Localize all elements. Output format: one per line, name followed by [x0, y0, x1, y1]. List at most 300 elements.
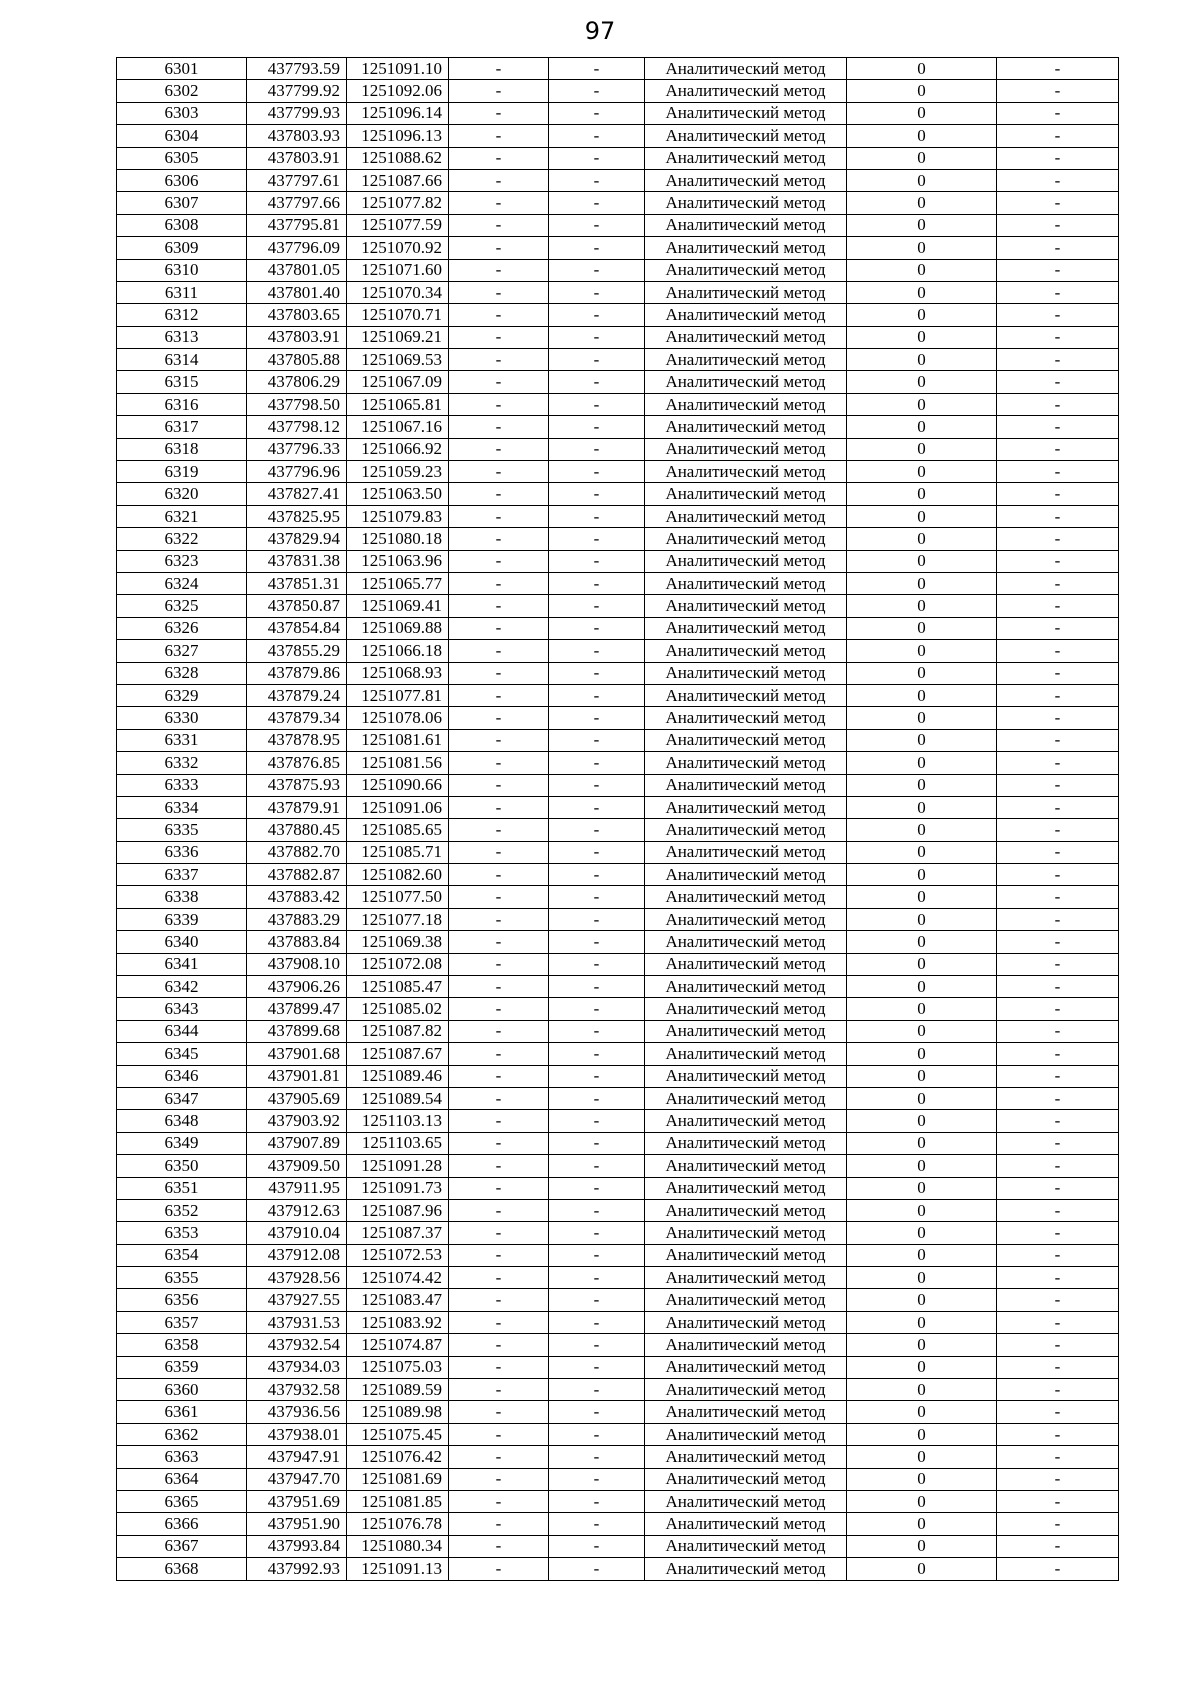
table-row [117, 1401, 1119, 1423]
point-number-cell: 6330 [117, 707, 247, 729]
y-coordinate-cell: 1251081.69 [347, 1468, 449, 1490]
method-cell: Аналитический метод [645, 169, 847, 191]
dash-cell: - [549, 998, 645, 1020]
y-coordinate-cell: 1251071.60 [347, 259, 449, 281]
method-cell: Аналитический метод [645, 147, 847, 169]
error-value-cell: 0 [847, 752, 997, 774]
table-body [117, 58, 1119, 1581]
point-number-cell: 6307 [117, 192, 247, 214]
method-cell: Аналитический метод [645, 886, 847, 908]
y-coordinate-cell: 1251087.37 [347, 1222, 449, 1244]
method-cell: Аналитический метод [645, 1020, 847, 1042]
dash-cell: - [449, 1513, 549, 1535]
y-coordinate-cell: 1251066.18 [347, 640, 449, 662]
point-number-cell: 6331 [117, 729, 247, 751]
dash-cell: - [449, 617, 549, 639]
table-row [117, 1020, 1119, 1042]
y-coordinate-cell: 1251070.92 [347, 237, 449, 259]
dash-cell: - [449, 1401, 549, 1423]
method-cell: Аналитический метод [645, 1513, 847, 1535]
y-coordinate-cell: 1251087.82 [347, 1020, 449, 1042]
x-coordinate-cell: 437947.70 [247, 1468, 347, 1490]
dash-cell: - [997, 953, 1119, 975]
dash-cell: - [449, 1132, 549, 1154]
dash-cell: - [997, 752, 1119, 774]
x-coordinate-cell: 437797.66 [247, 192, 347, 214]
error-value-cell: 0 [847, 908, 997, 930]
x-coordinate-cell: 437829.94 [247, 528, 347, 550]
dash-cell: - [549, 237, 645, 259]
point-number-cell: 6338 [117, 886, 247, 908]
dash-cell: - [449, 505, 549, 527]
y-coordinate-cell: 1251063.96 [347, 550, 449, 572]
dash-cell: - [449, 841, 549, 863]
x-coordinate-cell: 437879.86 [247, 662, 347, 684]
dash-cell: - [449, 1423, 549, 1445]
x-coordinate-cell: 437907.89 [247, 1132, 347, 1154]
dash-cell: - [449, 1020, 549, 1042]
x-coordinate-cell: 437882.87 [247, 864, 347, 886]
dash-cell: - [449, 707, 549, 729]
dash-cell: - [997, 886, 1119, 908]
dash-cell: - [549, 1468, 645, 1490]
error-value-cell: 0 [847, 461, 997, 483]
x-coordinate-cell: 437878.95 [247, 729, 347, 751]
dash-cell: - [997, 1401, 1119, 1423]
x-coordinate-cell: 437927.55 [247, 1289, 347, 1311]
method-cell: Аналитический метод [645, 1132, 847, 1154]
dash-cell: - [549, 572, 645, 594]
x-coordinate-cell: 437934.03 [247, 1356, 347, 1378]
dash-cell: - [997, 819, 1119, 841]
point-number-cell: 6309 [117, 237, 247, 259]
y-coordinate-cell: 1251096.13 [347, 125, 449, 147]
table-row [117, 1468, 1119, 1490]
table-row [117, 1199, 1119, 1221]
y-coordinate-cell: 1251089.98 [347, 1401, 449, 1423]
error-value-cell: 0 [847, 998, 997, 1020]
dash-cell: - [549, 774, 645, 796]
x-coordinate-cell: 437799.93 [247, 102, 347, 124]
error-value-cell: 0 [847, 707, 997, 729]
table-row [117, 595, 1119, 617]
dash-cell: - [997, 1199, 1119, 1221]
error-value-cell: 0 [847, 886, 997, 908]
dash-cell: - [549, 1267, 645, 1289]
dash-cell: - [549, 461, 645, 483]
dash-cell: - [997, 1468, 1119, 1490]
method-cell: Аналитический метод [645, 528, 847, 550]
x-coordinate-cell: 437806.29 [247, 371, 347, 393]
dash-cell: - [997, 80, 1119, 102]
error-value-cell: 0 [847, 1155, 997, 1177]
method-cell: Аналитический метод [645, 1356, 847, 1378]
y-coordinate-cell: 1251082.60 [347, 864, 449, 886]
table-row [117, 528, 1119, 550]
dash-cell: - [549, 80, 645, 102]
y-coordinate-cell: 1251076.78 [347, 1513, 449, 1535]
dash-cell: - [549, 259, 645, 281]
method-cell: Аналитический метод [645, 1043, 847, 1065]
point-number-cell: 6327 [117, 640, 247, 662]
point-number-cell: 6302 [117, 80, 247, 102]
dash-cell: - [549, 1020, 645, 1042]
table-row [117, 371, 1119, 393]
dash-cell: - [997, 1087, 1119, 1109]
dash-cell: - [997, 908, 1119, 930]
method-cell: Аналитический метод [645, 1155, 847, 1177]
method-cell: Аналитический метод [645, 1379, 847, 1401]
dash-cell: - [449, 169, 549, 191]
point-number-cell: 6341 [117, 953, 247, 975]
table-row [117, 1289, 1119, 1311]
dash-cell: - [997, 1334, 1119, 1356]
table-row [117, 281, 1119, 303]
dash-cell: - [449, 886, 549, 908]
y-coordinate-cell: 1251067.16 [347, 416, 449, 438]
method-cell: Аналитический метод [645, 864, 847, 886]
dash-cell: - [449, 58, 549, 80]
point-number-cell: 6329 [117, 684, 247, 706]
x-coordinate-cell: 437831.38 [247, 550, 347, 572]
point-number-cell: 6306 [117, 169, 247, 191]
error-value-cell: 0 [847, 416, 997, 438]
method-cell: Аналитический метод [645, 192, 847, 214]
method-cell: Аналитический метод [645, 326, 847, 348]
y-coordinate-cell: 1251070.71 [347, 304, 449, 326]
method-cell: Аналитический метод [645, 259, 847, 281]
y-coordinate-cell: 1251068.93 [347, 662, 449, 684]
dash-cell: - [449, 998, 549, 1020]
dash-cell: - [549, 1199, 645, 1221]
point-number-cell: 6362 [117, 1423, 247, 1445]
y-coordinate-cell: 1251067.09 [347, 371, 449, 393]
dash-cell: - [997, 259, 1119, 281]
dash-cell: - [997, 796, 1119, 818]
method-cell: Аналитический метод [645, 1446, 847, 1468]
dash-cell: - [997, 617, 1119, 639]
table-row [117, 774, 1119, 796]
dash-cell: - [997, 595, 1119, 617]
table-row [117, 1513, 1119, 1535]
y-coordinate-cell: 1251096.14 [347, 102, 449, 124]
point-number-cell: 6367 [117, 1535, 247, 1557]
dash-cell: - [549, 304, 645, 326]
dash-cell: - [549, 1110, 645, 1132]
point-number-cell: 6313 [117, 326, 247, 348]
method-cell: Аналитический метод [645, 1289, 847, 1311]
y-coordinate-cell: 1251077.18 [347, 908, 449, 930]
dash-cell: - [549, 662, 645, 684]
error-value-cell: 0 [847, 1267, 997, 1289]
dash-cell: - [997, 1558, 1119, 1580]
table-row [117, 1222, 1119, 1244]
method-cell: Аналитический метод [645, 1244, 847, 1266]
x-coordinate-cell: 437880.45 [247, 819, 347, 841]
error-value-cell: 0 [847, 1334, 997, 1356]
table-row [117, 1244, 1119, 1266]
method-cell: Аналитический метод [645, 1401, 847, 1423]
point-number-cell: 6334 [117, 796, 247, 818]
table-row [117, 976, 1119, 998]
dash-cell: - [449, 1155, 549, 1177]
dash-cell: - [549, 1491, 645, 1513]
y-coordinate-cell: 1251069.21 [347, 326, 449, 348]
dash-cell: - [997, 1289, 1119, 1311]
y-coordinate-cell: 1251075.03 [347, 1356, 449, 1378]
y-coordinate-cell: 1251091.10 [347, 58, 449, 80]
table-row [117, 752, 1119, 774]
method-cell: Аналитический метод [645, 841, 847, 863]
error-value-cell: 0 [847, 1468, 997, 1490]
table-row [117, 1535, 1119, 1557]
table-row [117, 505, 1119, 527]
table-row [117, 304, 1119, 326]
table-row [117, 841, 1119, 863]
method-cell: Аналитический метод [645, 684, 847, 706]
table-row [117, 1311, 1119, 1333]
x-coordinate-cell: 437912.08 [247, 1244, 347, 1266]
x-coordinate-cell: 437803.93 [247, 125, 347, 147]
dash-cell: - [449, 752, 549, 774]
dash-cell: - [997, 505, 1119, 527]
dash-cell: - [997, 349, 1119, 371]
dash-cell: - [449, 304, 549, 326]
dash-cell: - [449, 908, 549, 930]
table-row [117, 729, 1119, 751]
y-coordinate-cell: 1251080.18 [347, 528, 449, 550]
dash-cell: - [549, 169, 645, 191]
error-value-cell: 0 [847, 595, 997, 617]
table-row [117, 192, 1119, 214]
point-number-cell: 6368 [117, 1558, 247, 1580]
dash-cell: - [549, 58, 645, 80]
dash-cell: - [549, 1423, 645, 1445]
table-row [117, 461, 1119, 483]
x-coordinate-cell: 437795.81 [247, 214, 347, 236]
dash-cell: - [997, 192, 1119, 214]
point-number-cell: 6326 [117, 617, 247, 639]
dash-cell: - [549, 147, 645, 169]
dash-cell: - [449, 438, 549, 460]
y-coordinate-cell: 1251065.81 [347, 393, 449, 415]
y-coordinate-cell: 1251092.06 [347, 80, 449, 102]
error-value-cell: 0 [847, 438, 997, 460]
y-coordinate-cell: 1251083.47 [347, 1289, 449, 1311]
dash-cell: - [449, 192, 549, 214]
method-cell: Аналитический метод [645, 416, 847, 438]
y-coordinate-cell: 1251081.56 [347, 752, 449, 774]
x-coordinate-cell: 437947.91 [247, 1446, 347, 1468]
point-number-cell: 6350 [117, 1155, 247, 1177]
point-number-cell: 6359 [117, 1356, 247, 1378]
y-coordinate-cell: 1251074.42 [347, 1267, 449, 1289]
method-cell: Аналитический метод [645, 550, 847, 572]
coordinates-table [116, 57, 1119, 1581]
method-cell: Аналитический метод [645, 752, 847, 774]
dash-cell: - [449, 147, 549, 169]
dash-cell: - [449, 1311, 549, 1333]
dash-cell: - [449, 864, 549, 886]
error-value-cell: 0 [847, 1289, 997, 1311]
error-value-cell: 0 [847, 976, 997, 998]
dash-cell: - [549, 281, 645, 303]
method-cell: Аналитический метод [645, 438, 847, 460]
dash-cell: - [997, 1132, 1119, 1154]
x-coordinate-cell: 437911.95 [247, 1177, 347, 1199]
x-coordinate-cell: 437883.29 [247, 908, 347, 930]
error-value-cell: 0 [847, 147, 997, 169]
table-row [117, 438, 1119, 460]
dash-cell: - [997, 416, 1119, 438]
dash-cell: - [549, 1222, 645, 1244]
method-cell: Аналитический метод [645, 931, 847, 953]
dash-cell: - [549, 371, 645, 393]
table-row [117, 147, 1119, 169]
x-coordinate-cell: 437908.10 [247, 953, 347, 975]
method-cell: Аналитический метод [645, 483, 847, 505]
table-row [117, 819, 1119, 841]
method-cell: Аналитический метод [645, 729, 847, 751]
dash-cell: - [549, 326, 645, 348]
y-coordinate-cell: 1251070.34 [347, 281, 449, 303]
error-value-cell: 0 [847, 1356, 997, 1378]
x-coordinate-cell: 437882.70 [247, 841, 347, 863]
method-cell: Аналитический метод [645, 796, 847, 818]
error-value-cell: 0 [847, 684, 997, 706]
error-value-cell: 0 [847, 1423, 997, 1445]
dash-cell: - [997, 483, 1119, 505]
dash-cell: - [549, 192, 645, 214]
point-number-cell: 6325 [117, 595, 247, 617]
method-cell: Аналитический метод [645, 953, 847, 975]
x-coordinate-cell: 437850.87 [247, 595, 347, 617]
error-value-cell: 0 [847, 1558, 997, 1580]
dash-cell: - [997, 393, 1119, 415]
point-number-cell: 6322 [117, 528, 247, 550]
y-coordinate-cell: 1251087.96 [347, 1199, 449, 1221]
dash-cell: - [997, 528, 1119, 550]
table-row [117, 684, 1119, 706]
method-cell: Аналитический метод [645, 1110, 847, 1132]
x-coordinate-cell: 437796.96 [247, 461, 347, 483]
error-value-cell: 0 [847, 1244, 997, 1266]
y-coordinate-cell: 1251077.82 [347, 192, 449, 214]
error-value-cell: 0 [847, 1222, 997, 1244]
dash-cell: - [997, 1423, 1119, 1445]
dash-cell: - [449, 819, 549, 841]
error-value-cell: 0 [847, 572, 997, 594]
table-row [117, 998, 1119, 1020]
dash-cell: - [549, 1065, 645, 1087]
dash-cell: - [449, 1244, 549, 1266]
dash-cell: - [549, 1177, 645, 1199]
dash-cell: - [997, 550, 1119, 572]
dash-cell: - [997, 326, 1119, 348]
dash-cell: - [549, 1087, 645, 1109]
table-row [117, 1267, 1119, 1289]
dash-cell: - [549, 483, 645, 505]
point-number-cell: 6352 [117, 1199, 247, 1221]
dash-cell: - [449, 729, 549, 751]
dash-cell: - [449, 1199, 549, 1221]
dash-cell: - [997, 1513, 1119, 1535]
point-number-cell: 6304 [117, 125, 247, 147]
error-value-cell: 0 [847, 640, 997, 662]
table-row [117, 1558, 1119, 1580]
error-value-cell: 0 [847, 528, 997, 550]
dash-cell: - [549, 841, 645, 863]
method-cell: Аналитический метод [645, 572, 847, 594]
x-coordinate-cell: 437883.84 [247, 931, 347, 953]
method-cell: Аналитический метод [645, 1468, 847, 1490]
dash-cell: - [549, 214, 645, 236]
point-number-cell: 6356 [117, 1289, 247, 1311]
point-number-cell: 6357 [117, 1311, 247, 1333]
table-row [117, 617, 1119, 639]
x-coordinate-cell: 437912.63 [247, 1199, 347, 1221]
x-coordinate-cell: 437801.40 [247, 281, 347, 303]
point-number-cell: 6346 [117, 1065, 247, 1087]
x-coordinate-cell: 437899.47 [247, 998, 347, 1020]
table-row [117, 662, 1119, 684]
dash-cell: - [449, 662, 549, 684]
dash-cell: - [549, 684, 645, 706]
point-number-cell: 6345 [117, 1043, 247, 1065]
table-row [117, 1423, 1119, 1445]
x-coordinate-cell: 437909.50 [247, 1155, 347, 1177]
y-coordinate-cell: 1251074.87 [347, 1334, 449, 1356]
error-value-cell: 0 [847, 326, 997, 348]
point-number-cell: 6365 [117, 1491, 247, 1513]
method-cell: Аналитический метод [645, 304, 847, 326]
method-cell: Аналитический метод [645, 461, 847, 483]
error-value-cell: 0 [847, 1065, 997, 1087]
point-number-cell: 6316 [117, 393, 247, 415]
method-cell: Аналитический метод [645, 1491, 847, 1513]
error-value-cell: 0 [847, 617, 997, 639]
table-row [117, 125, 1119, 147]
table-row [117, 550, 1119, 572]
table-row [117, 1491, 1119, 1513]
point-number-cell: 6366 [117, 1513, 247, 1535]
y-coordinate-cell: 1251085.65 [347, 819, 449, 841]
dash-cell: - [449, 1222, 549, 1244]
dash-cell: - [549, 595, 645, 617]
dash-cell: - [449, 237, 549, 259]
x-coordinate-cell: 437905.69 [247, 1087, 347, 1109]
point-number-cell: 6320 [117, 483, 247, 505]
table-row [117, 1132, 1119, 1154]
error-value-cell: 0 [847, 1379, 997, 1401]
error-value-cell: 0 [847, 237, 997, 259]
table-row [117, 1065, 1119, 1087]
table-row [117, 1446, 1119, 1468]
dash-cell: - [997, 214, 1119, 236]
y-coordinate-cell: 1251090.66 [347, 774, 449, 796]
point-number-cell: 6323 [117, 550, 247, 572]
table-row [117, 953, 1119, 975]
method-cell: Аналитический метод [645, 707, 847, 729]
error-value-cell: 0 [847, 1535, 997, 1557]
method-cell: Аналитический метод [645, 237, 847, 259]
x-coordinate-cell: 437903.92 [247, 1110, 347, 1132]
table-row [117, 1155, 1119, 1177]
method-cell: Аналитический метод [645, 80, 847, 102]
dash-cell: - [549, 1379, 645, 1401]
error-value-cell: 0 [847, 505, 997, 527]
table-row [117, 1110, 1119, 1132]
